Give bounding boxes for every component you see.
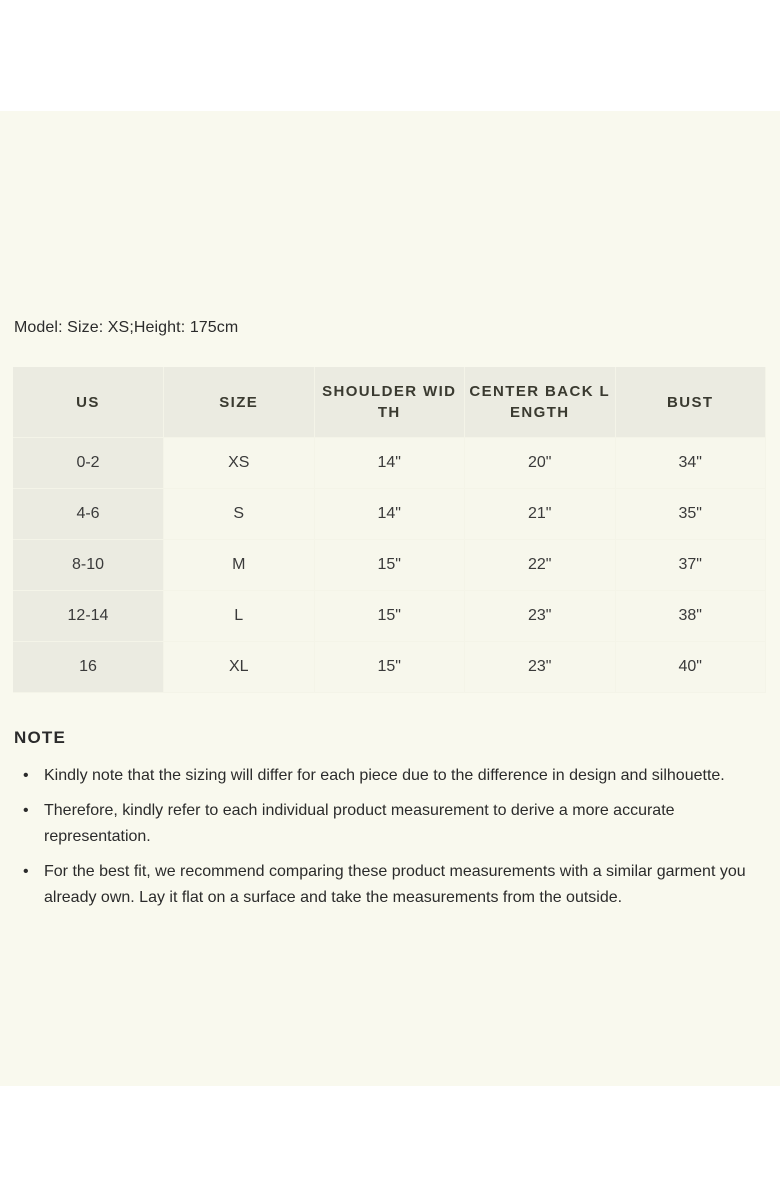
note-text: Therefore, kindly refer to each individual product measurement to derive a more accurate representation. xyxy=(44,802,675,845)
cell-center-back-length: 22" xyxy=(465,540,616,591)
column-header-size: SIZE xyxy=(164,367,315,438)
table-row xyxy=(13,642,766,693)
size-chart-table xyxy=(13,367,766,693)
cell-us: 4-6 xyxy=(13,489,164,540)
column-header-shoulder-width: SHOULDER WIDTH xyxy=(314,367,465,438)
cell-center-back-length: 23" xyxy=(465,642,616,693)
cell-size: M xyxy=(164,540,315,591)
cell-us: 8-10 xyxy=(13,540,164,591)
cell-shoulder-width: 15" xyxy=(314,642,465,693)
cell-center-back-length: 23" xyxy=(465,591,616,642)
cell-bust: 38" xyxy=(615,591,766,642)
note-text: Kindly note that the sizing will differ for each piece due to the difference in design and silhouette. xyxy=(44,767,725,784)
cell-shoulder-width: 14" xyxy=(314,489,465,540)
list-item xyxy=(23,763,766,789)
cell-center-back-length: 21" xyxy=(465,489,616,540)
cell-size: S xyxy=(164,489,315,540)
cell-bust: 34" xyxy=(615,438,766,489)
table-row xyxy=(13,540,766,591)
bullet-icon: • xyxy=(23,863,29,880)
cell-shoulder-width: 14" xyxy=(314,438,465,489)
cell-us: 12-14 xyxy=(13,591,164,642)
list-item xyxy=(23,798,766,850)
size-guide-panel xyxy=(0,111,780,1086)
cell-shoulder-width: 15" xyxy=(314,591,465,642)
bullet-icon: • xyxy=(23,767,29,784)
cell-bust: 35" xyxy=(615,489,766,540)
cell-bust: 40" xyxy=(615,642,766,693)
cell-shoulder-width: 15" xyxy=(314,540,465,591)
column-header-bust: BUST xyxy=(615,367,766,438)
note-list xyxy=(23,763,766,920)
list-item xyxy=(23,859,766,911)
table-row xyxy=(13,438,766,489)
table-header-row xyxy=(13,367,766,438)
cell-size: XL xyxy=(164,642,315,693)
note-text: For the best fit, we recommend comparing these product measurements with a similar garment you already own. Lay it flat on a surface and take the measurements from the outside. xyxy=(44,863,746,906)
cell-center-back-length: 20" xyxy=(465,438,616,489)
cell-us: 16 xyxy=(13,642,164,693)
column-header-center-back-length: CENTER BACK LENGTH xyxy=(465,367,616,438)
cell-us: 0-2 xyxy=(13,438,164,489)
model-info: Model: Size: XS;Height: 175cm xyxy=(14,319,239,336)
cell-bust: 37" xyxy=(615,540,766,591)
bullet-icon: • xyxy=(23,802,29,819)
cell-size: L xyxy=(164,591,315,642)
note-heading: NOTE xyxy=(14,728,67,747)
column-header-us: US xyxy=(13,367,164,438)
cell-size: XS xyxy=(164,438,315,489)
table-row xyxy=(13,591,766,642)
table-row xyxy=(13,489,766,540)
